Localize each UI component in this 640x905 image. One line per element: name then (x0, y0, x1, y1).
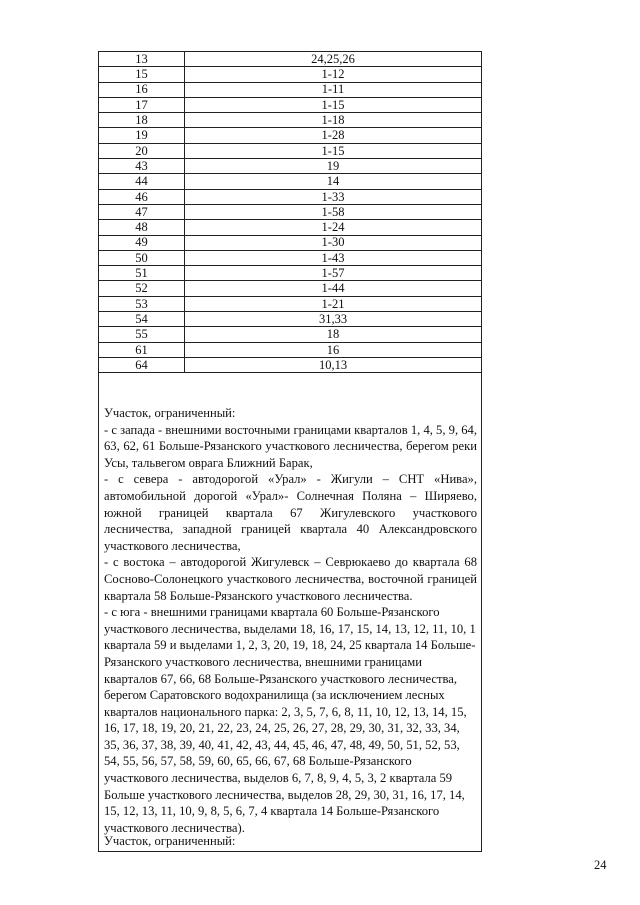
quarters-cell: 10,13 (185, 357, 482, 372)
quarters-cell: 1-58 (185, 204, 482, 219)
table-row (99, 97, 482, 112)
quarters-cell: 19 (185, 159, 482, 174)
quarters-cell: 31,33 (185, 312, 482, 327)
forestry-number-cell: 61 (99, 342, 185, 357)
table-row (99, 67, 482, 82)
page-number: 24 (594, 858, 607, 872)
forestry-number-cell: 15 (99, 67, 185, 82)
forestry-number-cell: 50 (99, 250, 185, 265)
quarters-cell: 1-24 (185, 220, 482, 235)
forestry-number-cell: 17 (99, 97, 185, 112)
table-row (99, 143, 482, 158)
quarters-cell: 1-12 (185, 67, 482, 82)
quarters-cell: 1-43 (185, 250, 482, 265)
quarters-cell: 1-15 (185, 143, 482, 158)
quarters-cell: 16 (185, 342, 482, 357)
quarters-cell: 1-11 (185, 82, 482, 97)
south-boundary: - с юга - внешними границами квартала 60 Больше-Рязанского участкового лесничества, выделами 18, 16, 17, 15, 14, 13, 12, 11, 10, 1 квартала 59 и выделами 1, 2, 3, 20, 19, 18, 24, 25 квартала 14 Больше-Рязанского участкового лесничества, внешними границами кварталов 67, 66, 68 Больше-Рязанского участкового лесничества, берегом Саратовского водохранилища (за исключением лесных кварталов национального парка: 2, 3, 5, 7, 6, 8, 11, 10, 12, 13, 14, 15, 16, 17, 18, 19, 20, 21, 22, 23, 24, 25, 26, 27, 28, 29, 30, 31, 32, 33, 34, 35, 36, 37, 38, 39, 40, 41, 42, 43, 44, 45, 46, 47, 48, 49, 50, 51, 52, 53, 54, 55, 56, 57, 58, 59, 60, 65, 66, 67, 68 Больше-Рязанского участкового лесничества, выделов 6, 7, 8, 9, 4, 5, 3, 2 квартала 59 Больше участкового лесничества, выделов 28, 29, 30, 31, 16, 17, 14, 15, 12, 13, 11, 10, 9, 8, 5, 6, 7, 4 квартала 14 Больше-Рязанского участкового лесничества). (104, 605, 476, 835)
forestry-number-cell: 55 (99, 327, 185, 342)
forestry-number-cell: 46 (99, 189, 185, 204)
forestry-number-cell: 48 (99, 220, 185, 235)
table-row (99, 204, 482, 219)
quarters-cell: 1-33 (185, 189, 482, 204)
quarters-table-body (99, 52, 482, 373)
next-section-heading: Участок, ограниченный: (104, 834, 236, 848)
forestry-number-cell: 13 (99, 52, 185, 67)
table-row (99, 82, 482, 97)
quarters-cell: 18 (185, 327, 482, 342)
north-boundary: - с севера - автодорогой «Урал» - Жигули – СНТ «Нива», автомобильной дорогой «Урал»- Солнечная Поляна – Ширяево, южной границей квартала 67 Жигулевского участкового лесничества, западной границей квартала 40 Александровского участкового лесничества, (104, 472, 477, 553)
forestry-number-cell: 18 (99, 113, 185, 128)
forestry-number-cell: 16 (99, 82, 185, 97)
quarters-cell: 1-44 (185, 281, 482, 296)
table-row (99, 312, 482, 327)
forestry-number-cell: 19 (99, 128, 185, 143)
table-row (99, 327, 482, 342)
forestry-number-cell: 47 (99, 204, 185, 219)
forestry-number-cell: 43 (99, 159, 185, 174)
quarters-cell: 1-30 (185, 235, 482, 250)
table-row (99, 159, 482, 174)
forestry-number-cell: 54 (99, 312, 185, 327)
table-row (99, 250, 482, 265)
table-row (99, 113, 482, 128)
table-row (99, 189, 482, 204)
boundary-description (104, 405, 477, 836)
quarters-cell: 14 (185, 174, 482, 189)
table-row (99, 281, 482, 296)
forestry-number-cell: 51 (99, 266, 185, 281)
forestry-number-cell: 52 (99, 281, 185, 296)
quarters-cell: 1-18 (185, 113, 482, 128)
forestry-number-cell: 53 (99, 296, 185, 311)
quarters-cell: 1-57 (185, 266, 482, 281)
table-row (99, 342, 482, 357)
quarters-table (98, 51, 482, 373)
forestry-number-cell: 44 (99, 174, 185, 189)
west-boundary: - с запада - внешними восточными границами кварталов 1, 4, 5, 9, 64, 63, 62, 61 Больше-Рязанского участкового лесничества, берегом реки Усы, тальвегом оврага Ближний Барак, (104, 422, 477, 470)
table-row (99, 52, 482, 67)
quarters-cell: 1-28 (185, 128, 482, 143)
forestry-number-cell: 20 (99, 143, 185, 158)
table-row (99, 220, 482, 235)
forestry-number-cell: 49 (99, 235, 185, 250)
table-row (99, 174, 482, 189)
east-boundary: - с востока – автодорогой Жигулевск – Севрюкаево до квартала 68 Сосново-Солонецкого участкового лесничества, восточной границей квартала 58 Больше-Рязанского участкового лесничества. (104, 555, 477, 603)
table-row (99, 296, 482, 311)
quarters-cell: 1-15 (185, 97, 482, 112)
description-heading: Участок, ограниченный: (104, 406, 236, 420)
table-row (99, 128, 482, 143)
quarters-cell: 24,25,26 (185, 52, 482, 67)
quarters-cell: 1-21 (185, 296, 482, 311)
table-row (99, 235, 482, 250)
forestry-number-cell: 64 (99, 357, 185, 372)
table-row (99, 266, 482, 281)
table-row (99, 357, 482, 372)
